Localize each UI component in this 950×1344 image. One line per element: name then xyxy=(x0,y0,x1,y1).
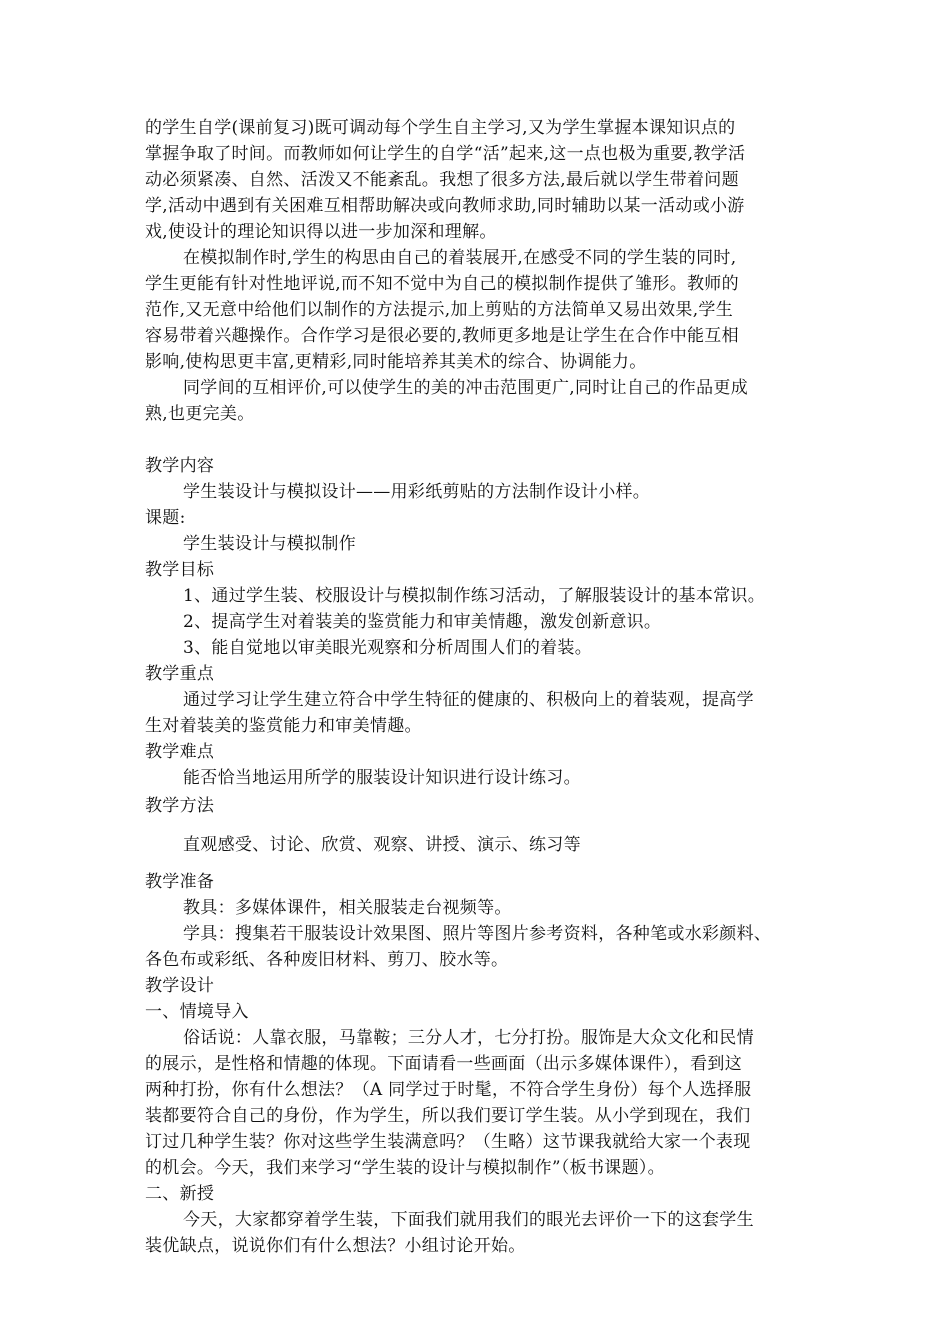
subsection-heading: 一、情境导入 xyxy=(145,1002,249,1022)
paragraph-line: 戏,使设计的理论知识得以进一步加深和理解。 xyxy=(145,222,497,242)
section-heading: 教学设计 xyxy=(145,976,215,996)
list-item: 1、通过学生装、校服设计与模拟制作练习活动，了解服装设计的基本常识。 xyxy=(183,586,766,606)
section-text: 装都要符合自己的身份，作为学生，所以我们要订学生装。从小学到现在，我们 xyxy=(145,1106,751,1126)
paragraph-line: 影响,使构思更丰富,更精彩,同时能培养其美术的综合、协调能力。 xyxy=(145,352,647,372)
section-text: 各色布或彩纸、各种废旧材料、剪刀、胶水等。 xyxy=(145,950,509,970)
section-heading: 教学方法 xyxy=(145,796,215,816)
section-text: 的机会。今天，我们来学习“学生装的设计与模拟制作”（板书课题）。 xyxy=(145,1158,665,1178)
subsection-heading: 二、新授 xyxy=(145,1184,215,1204)
section-heading: 教学准备 xyxy=(145,872,215,892)
list-item: 2、提高学生对着装美的鉴赏能力和审美情趣，激发创新意识。 xyxy=(183,612,662,632)
section-heading: 教学目标 xyxy=(145,560,215,580)
paragraph-line: 范作,又无意中给他们以制作的方法提示,加上剪贴的方法简单又易出效果,学生 xyxy=(145,300,734,320)
section-text: 通过学习让学生建立符合中学生特征的健康的、积极向上的着装观，提高学 xyxy=(183,690,754,710)
section-heading: 教学难点 xyxy=(145,742,215,762)
section-text: 今天，大家都穿着学生装，下面我们就用我们的眼光去评价一下的这套学生 xyxy=(183,1210,754,1230)
paragraph-line: 在模拟制作时,学生的构思由自己的着装展开,在感受不同的学生装的同时, xyxy=(183,248,737,268)
paragraph-line: 学,活动中遇到有关困难互相帮助解决或向教师求助,同时辅助以某一活动或小游 xyxy=(145,196,745,216)
section-text: 俗话说：人靠衣服，马靠鞍；三分人才，七分打扮。服饰是大众文化和民情 xyxy=(183,1028,754,1048)
section-text: 教具：多媒体课件，相关服装走台视频等。 xyxy=(183,898,512,918)
paragraph-line: 动必须紧凑、自然、活泼又不能紊乱。我想了很多方法,最后就以学生带着问题 xyxy=(145,170,739,190)
paragraph-line: 掌握争取了时间。而教师如何让学生的自学“活”起来,这一点也极为重要,教学活 xyxy=(145,144,746,164)
section-text: 生对着装美的鉴赏能力和审美情趣。 xyxy=(145,716,422,736)
section-text: 直观感受、讨论、欣赏、观察、讲授、演示、练习等 xyxy=(183,835,581,855)
section-text: 的展示，是性格和情趣的体现。下面请看一些画面（出示多媒体课件），看到这 xyxy=(145,1054,742,1074)
section-text: 能否恰当地运用所学的服装设计知识进行设计练习。 xyxy=(183,768,581,788)
section-text: 学生装设计与模拟设计——用彩纸剪贴的方法制作设计小样。 xyxy=(183,482,651,502)
section-text: 学具：搜集若干服装设计效果图、照片等图片参考资料，各种笔或水彩颜料、 xyxy=(183,924,772,944)
section-text: 装优缺点，说说你们有什么想法？小组讨论开始。 xyxy=(145,1236,526,1256)
section-text: 学生装设计与模拟制作 xyxy=(183,534,356,554)
section-text: 订过几种学生装？你对这些学生装满意吗？（生略）这节课我就给大家一个表现 xyxy=(145,1132,751,1152)
section-heading: 教学重点 xyxy=(145,664,215,684)
paragraph-line: 熟,也更完美。 xyxy=(145,404,255,424)
paragraph-line: 学生更能有针对性地评说,而不知不觉中为自己的模拟制作提供了雏形。教师的 xyxy=(145,274,739,294)
section-heading: 教学内容 xyxy=(145,456,215,476)
paragraph-line: 同学间的互相评价,可以使学生的美的冲击范围更广,同时让自己的作品更成 xyxy=(183,378,749,398)
list-item: 3、能自觉地以审美眼光观察和分析周围人们的着装。 xyxy=(183,638,593,658)
paragraph-line: 容易带着兴趣操作。合作学习是很必要的,教师更多地是让学生在合作中能互相 xyxy=(145,326,739,346)
section-heading: 课题: xyxy=(145,508,186,528)
section-text: 两种打扮，你有什么想法？（A 同学过于时髦，不符合学生身份）每个人选择服 xyxy=(145,1080,752,1100)
paragraph-line: 的学生自学(课前复习)既可调动每个学生自主学习,又为学生掌握本课知识点的 xyxy=(145,118,736,138)
